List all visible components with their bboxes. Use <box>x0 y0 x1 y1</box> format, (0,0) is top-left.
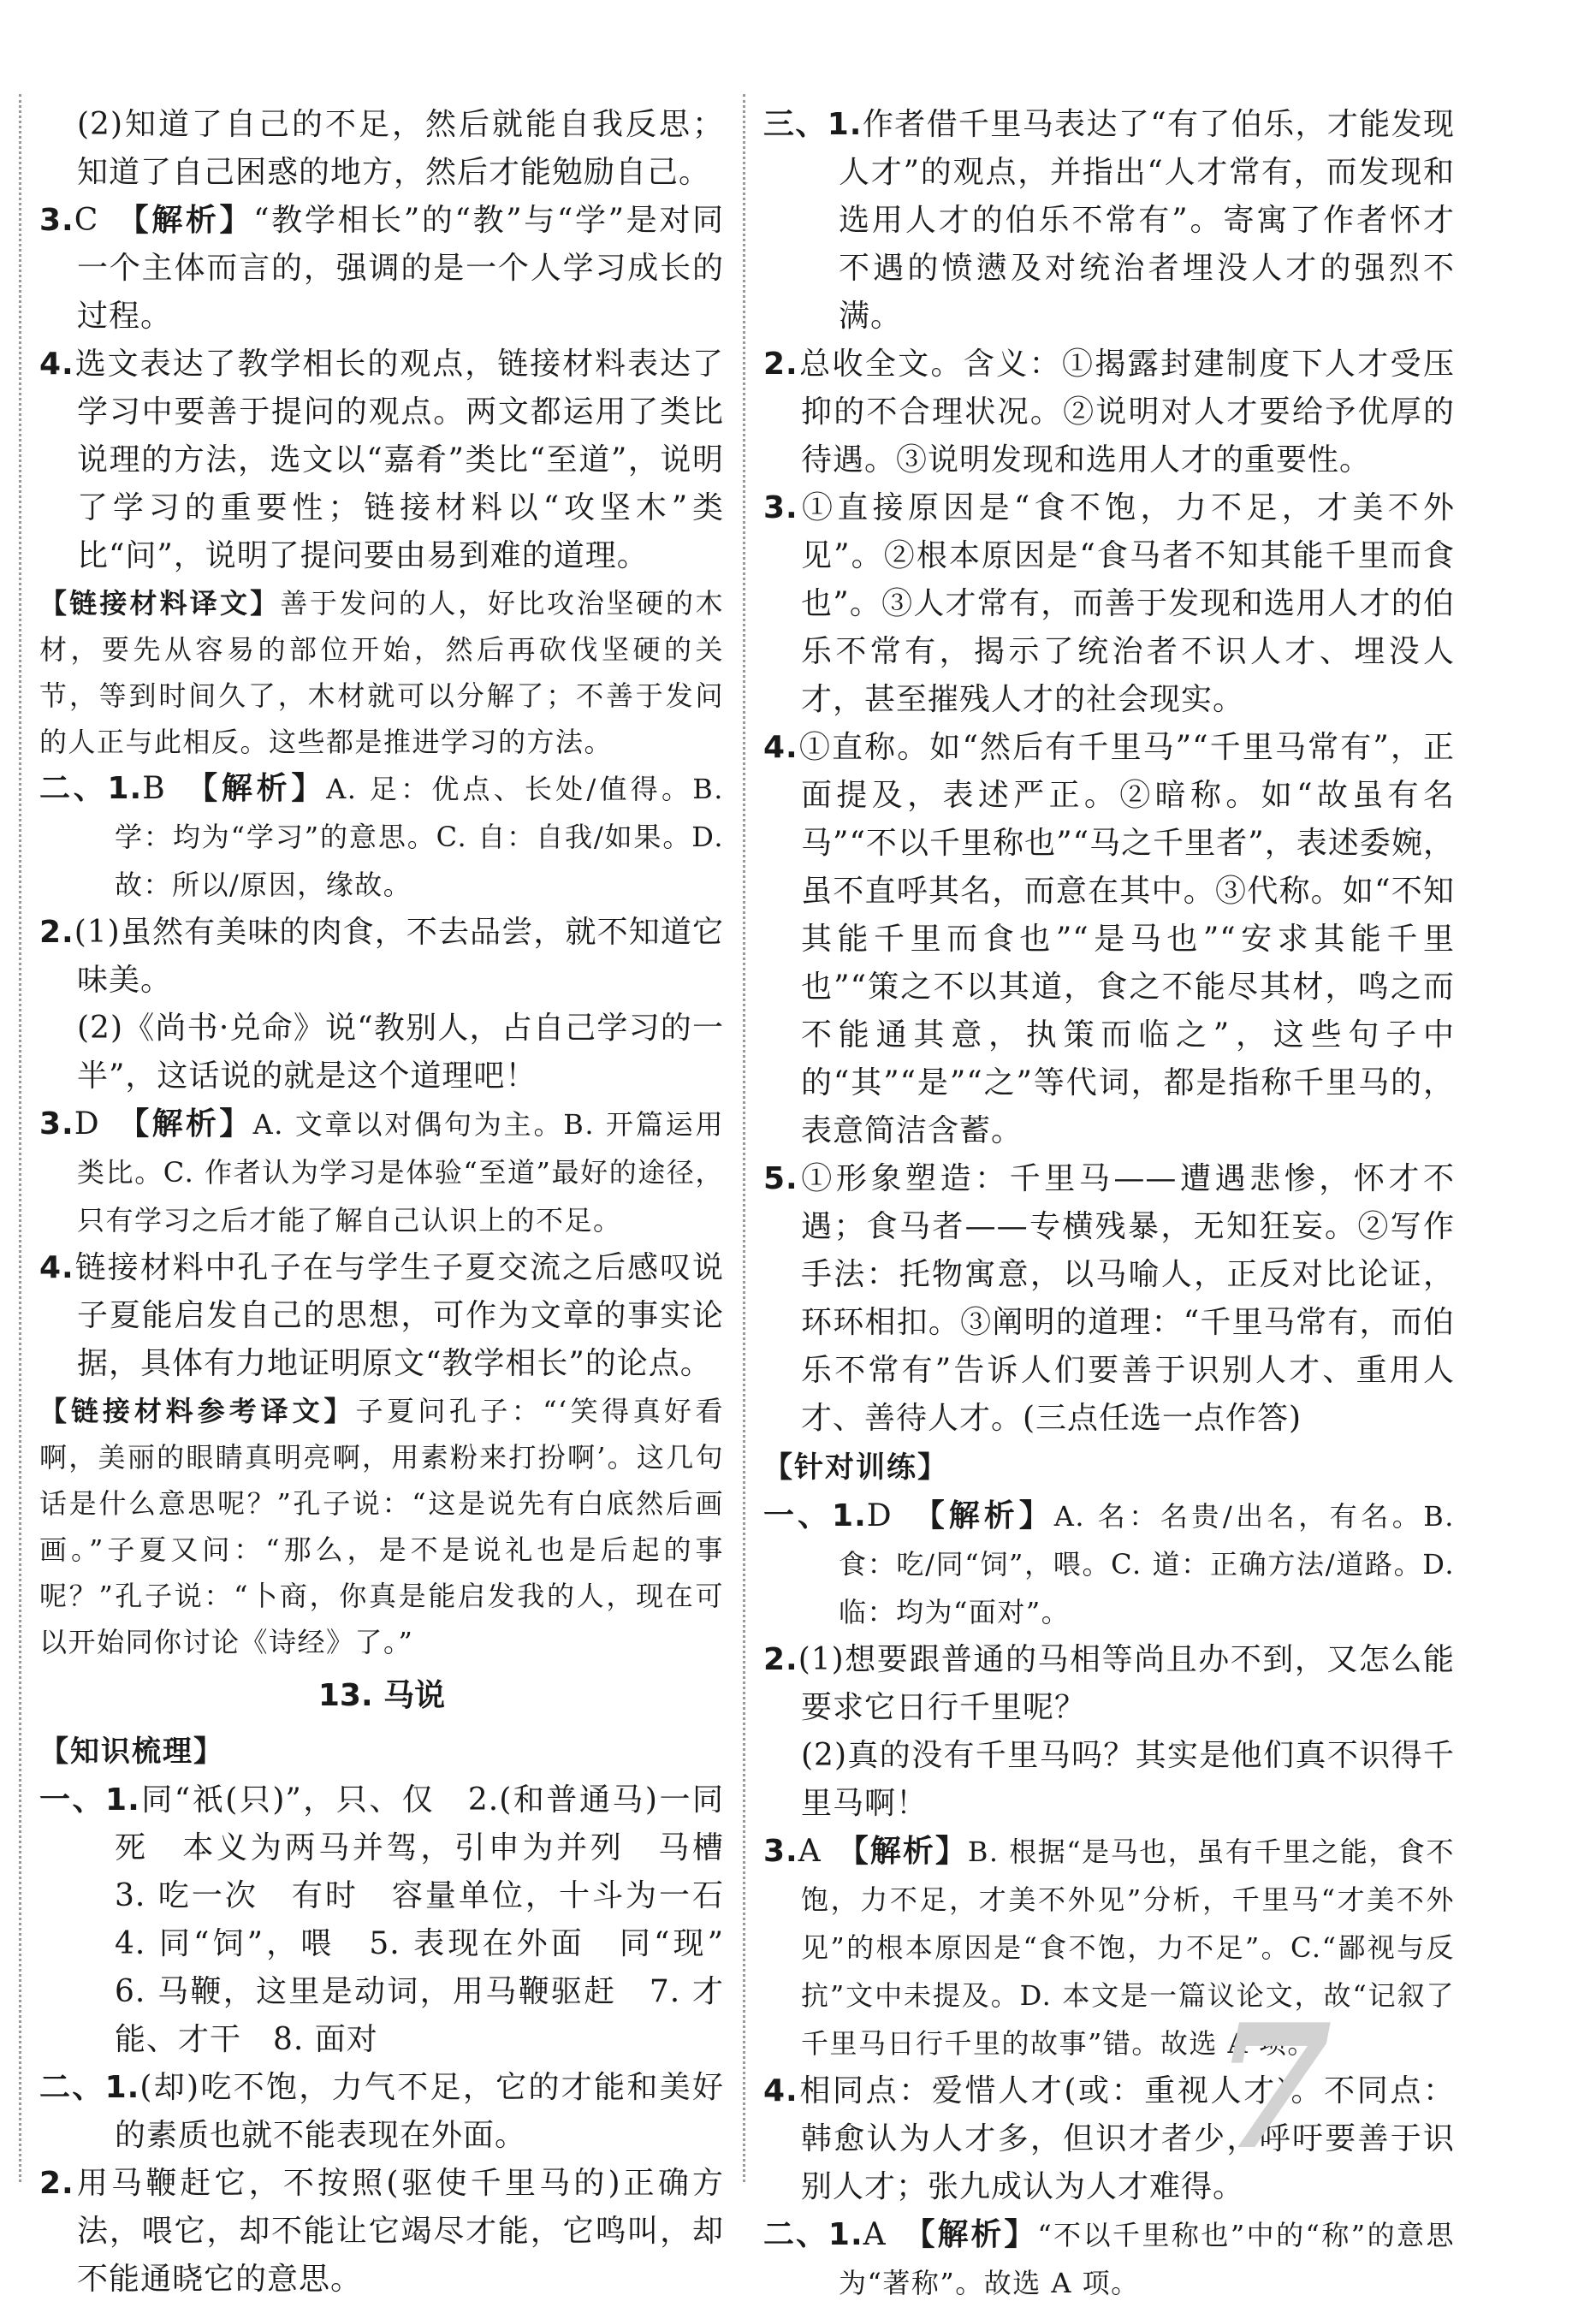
practice-answer-2-1 <box>763 2211 1455 2307</box>
question-number: 2. <box>763 1642 798 1677</box>
analysis-text: B. 根据“是马也，虽有千里之能，食不饱，力不足，才美不外见”分析，千里马“才美不外见”的根本原因是“食不饱，力不足”。C.“鄙视与反抗”文中未提及。D. 本文是一篇议论文，故“记叙了千里马日行千里的故事”错。故选 A 项。 <box>801 1836 1455 2060</box>
answer-text: 选文表达了教学相长的观点，链接材料表达了学习中要善于提问的观点。两文都运用了类比说理的方法，选文以“嘉肴”类比“至道”，说明了学习的重要性；链接材料以“攻坚木”类比“问”，说明了提问要由易到难的道理。 <box>74 347 724 573</box>
section3-answer-4 <box>763 724 1455 1155</box>
answer-choice: D <box>74 1106 100 1142</box>
page-number: 7 <box>1213 1987 1333 2188</box>
question-number: 4. <box>39 1250 74 1285</box>
section2-answer-2b: (2)《尚书·兑命》说“教别人，占自己学习的一半”，这话说的就是这个道理吧！ <box>77 1011 724 1094</box>
analysis-label: 【解析】 <box>919 2217 1038 2252</box>
analysis-text: A. 足：优点、长处/值得。B. 学：均为“学习”的意思。C. 自：自我/如果。D. 故：所以/原因，缘故。 <box>115 773 724 901</box>
question-number: 3. <box>39 1106 74 1142</box>
column-divider <box>743 94 745 2182</box>
answer-text: 总收全文。含义：①揭露封建制度下人才受压抑的不合理状况。②说明对人才要给予优厚的待遇。③说明发现和选用人才的重要性。 <box>798 347 1455 477</box>
analysis-label: 【解析】 <box>133 1106 253 1142</box>
analysis-text: “不以千里称也”中的“称”的意思为“著称”。故选 A 项。 <box>839 2219 1455 2299</box>
question-number: 3. <box>39 203 74 238</box>
question-number: 二、1. <box>39 2070 140 2105</box>
answer-choice: C <box>74 203 99 238</box>
question-number: 2. <box>39 2166 74 2201</box>
answer-3 <box>39 197 724 341</box>
question-number: 一、1. <box>763 1498 867 1533</box>
question-number: 一、1. <box>39 1782 140 1818</box>
answer-text: (1)想要跟普通的马相等尚且办不到，又怎么能要求它日行千里呢？ <box>798 1642 1455 1725</box>
answer-4 <box>39 341 724 580</box>
answer-text: ①形象塑造：千里马——遭遇悲惨，怀才不遇；食马者——专横残暴，无知狂妄。②写作手法：托物寓意，以马喻人，正反对比论证，环环相扣。③阐明的道理：“千里马常有，而伯乐不常有”告诉人们要善于识别人才、重用人才、善待人才。(三点任选一点作答) <box>798 1161 1455 1436</box>
answer-text: (1)虽然有美味的肉食，不去品尝，就不知道它味美。 <box>74 915 724 998</box>
question-number: 4. <box>763 730 798 765</box>
section3-answer-2 <box>763 341 1455 484</box>
section3-answer-3 <box>763 484 1455 724</box>
translation-text: 善于发问的人，好比攻治坚硬的木材，要先从容易的部位开始，然后再砍伐坚硬的关节，等到时间久了，木材就可以分解了；不善于发问的人正与此相反。这些都是推进学习的方法。 <box>39 587 724 758</box>
practice-answer-4 <box>763 2067 1455 2211</box>
translation-text: 子夏问孔子：“‘笑得真好看啊，美丽的眼睛真明亮啊，用素粉来打扮啊’。这几句话是什么意思呢？”孔子说：“这是说先有白底然后画画。”子夏又问：“那么，是不是说礼也是后起的事呢？”孔子说：“卜商，你真是能启发我的人，现在可以开始同你讨论《诗经》了。” <box>39 1395 724 1658</box>
practice-answer-2b: (2)真的没有千里马吗？其实是他们真不识得千里马啊！ <box>801 1738 1455 1821</box>
answer-2-2: (2)知道了自己的不足，然后就能自我反思；知道了自己困惑的地方，然后才能勉励自己。 <box>77 107 724 190</box>
practice-answer-2a <box>763 1636 1455 1732</box>
answer-choice: D <box>866 1498 893 1533</box>
answer-choice: A <box>863 2217 887 2252</box>
answer-text: ①直称。如“然后有千里马”“千里马常有”，正面提及，表述严正。②暗称。如“故虽有名马”“不以千里称也”“马之千里者”，表述委婉，虽不直呼其名，而意在其中。③代称。如“不知其能千里而食也”“是马也”“安求其能千里也”“策之不以其道，食之不能尽其材，鸣之而不能通其意，执策而临之”，这些句子中的“其”“是”“之”等代词，都是指称千里马的，表意简洁含蓄。 <box>798 730 1455 1148</box>
right-column <box>763 101 1455 2307</box>
analysis-text: A. 名：名贵/出名，有名。B. 食：吃/同“饲”，喂。C. 道：正确方法/道路。D. 临：均为“面对”。 <box>839 1500 1455 1628</box>
question-number: 3. <box>763 1834 798 1869</box>
translation-label: 【链接材料译文】 <box>39 587 281 620</box>
analysis-label: 【解析】 <box>202 771 327 806</box>
question-number: 5. <box>763 1161 798 1196</box>
answer-choice: B <box>142 771 166 806</box>
question-number: 二、1. <box>39 771 143 806</box>
answer-text: ①直接原因是“食不饱，力不足，才美不外见”。②根本原因是“食马者不知其能千里而食也”。③人才常有，而善于发现和选用人才的伯乐不常有，揭示了统治者不识人才、埋没人才，甚至摧残人才的社会现实。 <box>798 490 1455 717</box>
section2-answer-2a <box>39 909 724 1005</box>
translation-2 <box>39 1388 724 1665</box>
analysis-text: A. 文章以对偶句为主。B. 开篇运用类比。C. 作者认为学习是体验“至道”最好的途径，只有学习之后才能了解自己认识上的不足。 <box>77 1108 724 1237</box>
answer-text: 作者借千里马表达了“有了伯乐，才能发现人才”的观点，并指出“人才常有，而发现和选用人才的伯乐不常有”。寄寓了作者怀才不遇的愤懑及对统治者埋没人才的强烈不满。 <box>839 107 1455 334</box>
section2-answer-1 <box>39 765 724 909</box>
answer-text: 用马鞭赶它，不按照(驱使千里马的)正确方法，喂它，却不能让它竭尽才能，它鸣叫，却不能通晓它的意思。 <box>74 2166 724 2297</box>
question-number: 4. <box>763 2073 798 2108</box>
section2-answer-3 <box>39 1100 724 1244</box>
analysis-label: 【解析】 <box>852 1834 968 1869</box>
knowledge-answer-2-2 <box>39 2160 724 2304</box>
knowledge-answer-1 <box>39 1776 756 2064</box>
answer-text: 同“祇(只)”，只、仅 2.(和普通马)一同死 本义为两马并驾，引申为并列 马槽 3. 吃一次 有时 容量单位，十斗为一石 4. 同“饲”，喂 5. 表现在外面 同“现” 6. 马鞭，这里是动词，用马鞭驱赶 7. 才能、才干 8. 面对 <box>115 1782 756 2057</box>
analysis-text: “教学相长”的“教”与“学”是对同一个主体而言的，强调的是一个人学习成长的过程。 <box>77 203 724 334</box>
answer-choice: A <box>798 1834 822 1869</box>
question-number: 二、1. <box>763 2217 863 2252</box>
knowledge-answer-2-1 <box>39 2064 724 2160</box>
question-number: 2. <box>39 915 74 950</box>
answer-text: 链接材料中孔子在与学生子夏交流之后感叹说子夏能启发自己的思想，可作为文章的事实论据，具体有力地证明原文“教学相长”的论点。 <box>74 1250 724 1381</box>
answer-text: 相同点：爱惜人才(或：重视人才)。不同点：韩愈认为人才多，但识才者少，呼吁要善于识别人才；张九成认为人才难得。 <box>798 2073 1455 2204</box>
section3-answer-5 <box>763 1155 1455 1443</box>
practice-answer-3 <box>763 1828 1455 2067</box>
question-number: 三、1. <box>763 107 863 142</box>
practice-answer-1 <box>763 1492 1455 1636</box>
analysis-label: 【解析】 <box>929 1498 1054 1533</box>
lesson-title: 13. 马说 <box>317 1678 446 1713</box>
section3-answer-1 <box>763 101 1455 341</box>
question-number: 2. <box>763 347 798 382</box>
practice-heading: 【针对训练】 <box>763 1450 948 1485</box>
left-column <box>39 101 756 2304</box>
question-number: 4. <box>39 347 74 382</box>
section2-answer-4 <box>39 1244 724 1388</box>
column-divider <box>19 94 21 2182</box>
knowledge-heading: 【知识梳理】 <box>39 1735 224 1769</box>
analysis-label: 【解析】 <box>133 203 254 238</box>
question-number: 3. <box>763 490 798 525</box>
answer-text: (却)吃不饱，力气不足，它的才能和美好的素质也就不能表现在外面。 <box>115 2070 724 2153</box>
translation-label: 【链接材料参考译文】 <box>39 1395 356 1427</box>
translation-1 <box>39 580 724 765</box>
